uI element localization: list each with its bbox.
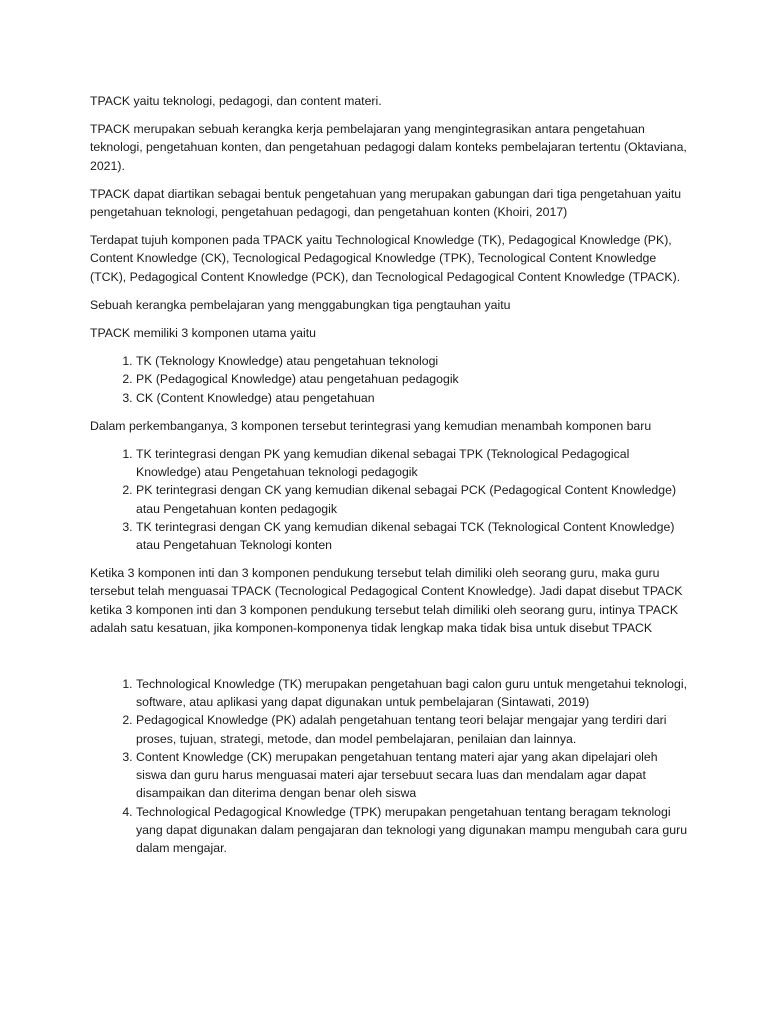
list-item: 4. Technological Pedagogical Knowledge (TPK) merupakan pengetahuan tentang beragam teknologi yang dapat digunakan dalam pengajaran dan teknologi yang digunakan mampu mengubah cara guru dalam mengajar. — [136, 803, 690, 858]
paragraph-development: Dalam perkembanganya, 3 komponen tersebut terintegrasi yang kemudian menambah komponen baru — [90, 418, 652, 433]
list-item: 2. PK terintegrasi dengan CK yang kemudian dikenal sebagai PCK (Pedagogical Content Knowledge) atau Pengetahuan konten pedagogik — [136, 481, 690, 517]
list-item: 2. PK (Pedagogical Knowledge) atau pengetahuan pedagogik — [136, 370, 690, 388]
list-item: 2. Pedagogical Knowledge (PK) adalah pengetahuan tentang teori belajar mengajar yang terdiri dari proses, tujuan, strategi, metode, dan model pembelajaran, penilaian dan lainnya. — [136, 711, 690, 747]
paragraph-definition: TPACK yaitu teknologi, pedagogi, dan content materi. — [90, 94, 382, 108]
list-item: 1. TK (Teknology Knowledge) atau pengetahuan teknologi — [136, 352, 690, 370]
paragraph-framework: TPACK merupakan sebuah kerangka kerja pembelajaran yang mengintegrasikan antara pengetahuan teknologi, pengetahuan konten, dan pengetahuan pedagogi dalam konteks pembelajaran tertentu (Oktaviana, 2021). — [90, 122, 687, 173]
list-item: 3. CK (Content Knowledge) atau pengetahuan — [136, 389, 690, 407]
paragraph-conclusion: Ketika 3 komponen inti dan 3 komponen pendukung tersebut telah dimiliki oleh seorang guru, maka guru tersebut telah menguasai TPACK (Tecnological Pedagogical Content Knowledge). Jadi dapat disebut TPACK ketika 3 komponen inti dan 3 komponen pendukung tersebut telah dimiliki oleh seorang guru, intinya TPACK adalah satu kesatuan, jika komponen-komponenya tidak lengkap maka tidak bisa untuk disebut TPACK — [90, 566, 683, 635]
paragraph-main-components-intro: TPACK memiliki 3 komponen utama yaitu — [90, 326, 316, 341]
list-item: 1. TK terintegrasi dengan PK yang kemudian dikenal sebagai TPK (Teknological Pedagogical Knowledge) atau Pengetahuan teknologi pedagogik — [136, 445, 690, 481]
component-definitions-list — [90, 675, 690, 857]
document-body — [90, 92, 690, 867]
integrated-components-list — [90, 445, 690, 554]
paragraph-framework-summary: Sebuah kerangka pembelajaran yang menggabungkan tiga pengtauhan yaitu — [90, 297, 511, 312]
paragraph-seven-components: Terdapat tujuh komponen pada TPACK yaitu Technological Knowledge (TK), Pedagogical Knowledge (PK), Content Knowledge (CK), Tecnological Pedagogical Knowledge (TPK), Tecnological Content Knowledge (TCK), Pedagogical Content Knowledge (PCK), dan Tecnological Pedagogical Content Knowledge (TPACK). — [90, 233, 681, 284]
main-components-list — [90, 352, 690, 407]
list-item: 3. TK terintegrasi dengan CK yang kemudian dikenal sebagai TCK (Teknological Content Knowledge) atau Pengetahuan Teknologi konten — [136, 518, 690, 554]
list-item: 3. Content Knowledge (CK) merupakan pengetahuan tentang materi ajar yang akan dipelajari oleh siswa dan guru harus menguasai materi ajar tersebuut secara luas dan mendalam agar dapat disampaikan dan diterima dengan benar oleh siswa — [136, 748, 690, 803]
list-item: 1. Technological Knowledge (TK) merupakan pengetahuan bagi calon guru untuk mengetahui teknologi, software, atau aplikasi yang dapat digunakan untuk pembelajaran (Sintawati, 2019) — [136, 675, 690, 711]
paragraph-combination: TPACK dapat diartikan sebagai bentuk pengetahuan yang merupakan gabungan dari tiga pengetahuan yaitu pengetahuan teknologi, pengetahuan pedagogi, dan pengetahuan konten (Khoiri, 2017) — [90, 186, 682, 220]
